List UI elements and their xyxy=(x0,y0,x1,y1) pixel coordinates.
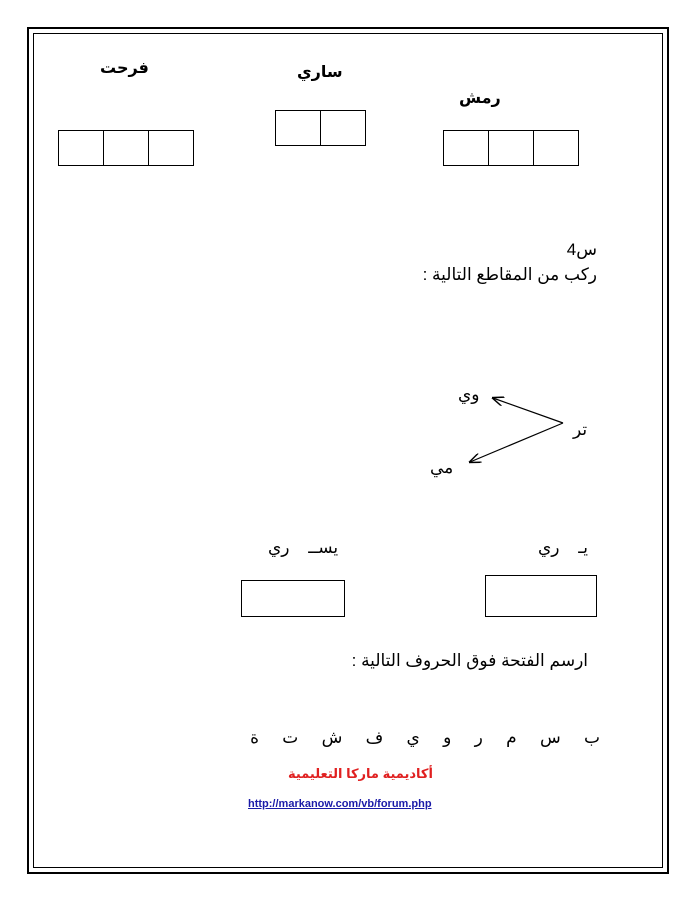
arrow-to-wi xyxy=(493,398,563,423)
pair-left: يســ ري xyxy=(268,538,339,557)
fatha-instruction: ارسم الفتحة فوق الحروف التالية : xyxy=(351,651,588,670)
letter: ر xyxy=(474,728,483,747)
syllable-mi: مي xyxy=(430,458,454,477)
academy-name: أكاديمية ماركا التعليمية xyxy=(288,766,433,781)
arrow-to-mi xyxy=(470,423,563,462)
letter: ي xyxy=(406,728,420,747)
syllable-wi: وي xyxy=(458,385,480,404)
forum-link[interactable]: http://markanow.com/vb/forum.php xyxy=(248,798,432,810)
letter: ت xyxy=(282,728,299,747)
letter: ة xyxy=(250,728,259,747)
pair-right: يـ ري xyxy=(538,538,588,557)
question-prompt: ركب من المقاطع التالية : xyxy=(422,265,597,284)
answer-box-right[interactable] xyxy=(485,575,597,617)
letter: و xyxy=(443,728,452,747)
word-ramash: رمش xyxy=(459,90,501,107)
syllable-tar: تر xyxy=(573,420,588,439)
letter: ف xyxy=(365,728,384,747)
letters-row xyxy=(250,728,600,748)
question-number: س4 xyxy=(566,240,597,259)
letter: س xyxy=(539,728,561,747)
letter: ب xyxy=(583,728,600,747)
answer-box-left[interactable] xyxy=(241,580,345,617)
letter: م xyxy=(506,728,517,747)
letter: ش xyxy=(321,728,343,747)
word-sari: ساري xyxy=(297,64,343,81)
word-farihat: فرحت xyxy=(100,60,149,77)
